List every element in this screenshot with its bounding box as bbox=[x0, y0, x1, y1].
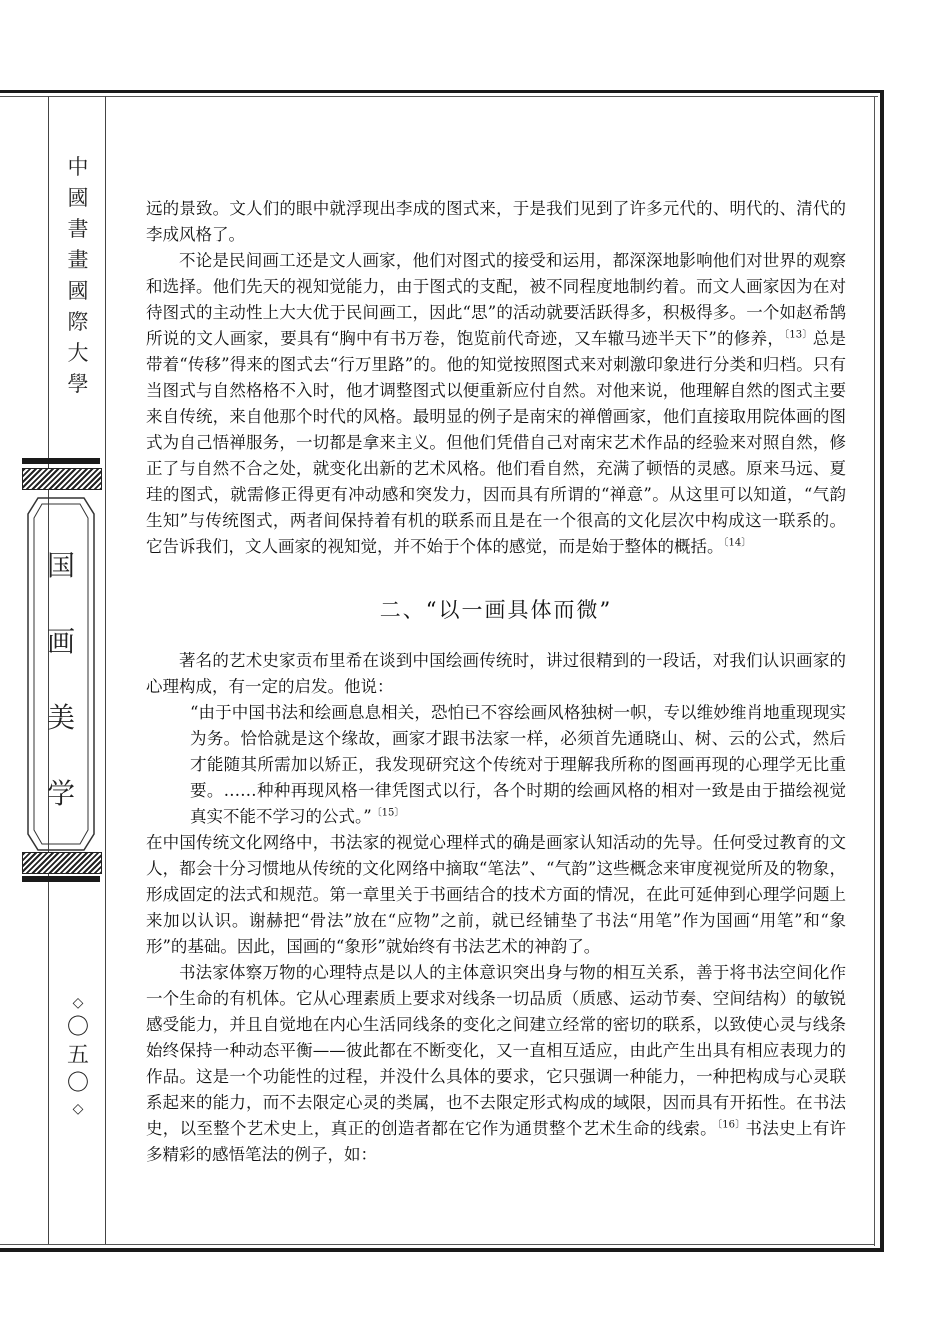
page-number bbox=[62, 992, 94, 1120]
plaque-bar-bottom-hatch bbox=[22, 852, 102, 874]
frame-right-inner bbox=[874, 96, 875, 1246]
spine-char: 中 bbox=[67, 155, 89, 179]
paragraph bbox=[146, 960, 846, 1168]
paragraph: 著名的艺术史家贡布里希在谈到中国绘画传统时，讲过很精到的一段话，对我们认识画家的心理构成，有一定的启发。他说： bbox=[146, 651, 846, 696]
paragraph-text: 书法史上有许多精彩的感悟笔法的例子，如： bbox=[146, 1119, 847, 1164]
paragraph-text: 总是带着“传移”得来的图式去“行万里路”的。他的知觉按照图式来对刺激印象进行分类和归档。只有当图式与自然格格不入时，他才调整图式以便重新应付自然。对他来说，他理解自然的图式主要来自传统，来自他那个时代的风格。最明显的例子是南宋的禅僧画家，他们直接取用院体画的图式为自己悟禅服务，一切都是拿来主义。但他们凭借自己对南宋艺术作品的经验来对照自然，修正了与自然不合之处，就变化出新的艺术风格。他们看自然，充满了顿悟的灵感。原来马远、夏珪的图式，就需修正得更有冲动感和突发力，因而具有所谓的“禅意”。从这里可以知道，“气韵生知”与传统图式，两者间保持着有机的联系而且是在一个很高的文化层次中构成这一联系的。它告诉我们，文人画家的视知觉，并不始于个体的感觉，而是始于整体的概括。 bbox=[146, 329, 846, 556]
plaque-bar-top-hatch bbox=[22, 468, 102, 490]
diamond-icon: ◇ bbox=[72, 1101, 84, 1117]
frame-bottom-inner bbox=[0, 1244, 875, 1245]
block-quote bbox=[146, 700, 846, 830]
text-block-lower bbox=[146, 648, 846, 1168]
spine-char: 國 bbox=[67, 279, 89, 303]
frame-top-inner bbox=[0, 96, 878, 97]
footnote-ref: 〔16〕 bbox=[716, 1119, 746, 1131]
page-number-digit: 〇 bbox=[66, 1015, 89, 1040]
plaque-bar-bottom-solid bbox=[22, 876, 100, 882]
footnote-ref: 〔15〕 bbox=[371, 807, 405, 819]
page-number-digit: 五 bbox=[66, 1043, 89, 1068]
section-heading: 二、“以一画具体而微” bbox=[379, 598, 613, 622]
book-title-char: 国 bbox=[46, 549, 75, 582]
spine-line-right bbox=[105, 96, 106, 1244]
spine-char: 畫 bbox=[67, 248, 89, 272]
paragraph bbox=[146, 248, 846, 560]
spine-series-title bbox=[62, 152, 94, 400]
quote-text: “由于中国书法和绘画息息相关，恐怕已不容绘画风格独树一帜，专以维妙维肖地重现现实为务。恰恰就是这个缘故，画家才跟书法家一样，必须首先通晓山、树、云的公式，然后才能随其所需加以矫正，我发现研究这个传统对于理解我所称的图画再现的心理学无比重要。……种种再现风格一律凭图式以行，各个时期的绘画风格的相对一致是由于描绘视觉真实不能不学习的公式。” bbox=[190, 703, 846, 826]
text-block-upper bbox=[146, 196, 846, 560]
frame-bottom-border bbox=[0, 1248, 884, 1252]
spine-char: 大 bbox=[67, 341, 89, 365]
frame-right-border bbox=[880, 90, 884, 1252]
paragraph-text: 书法家体察万物的心理特点是以人的主体意识突出身与物的相互关系，善于将书法空间化作一个生命的有机体。它从心理素质上要求对线条一切品质（质感、运动节奏、空间结构）的敏锐感受能力，并且自觉地在内心生活同线条的变化之间建立经常的密切的联系，以致使心灵与线条始终保持一种动态平衡——彼此都在不断变化，又一直相互适应，由此产生出具有相应表现力的作品。这是一个功能性的过程，并没什么具体的要求，它只强调一种能力，一种把构成与心灵联系起来的能力，而不去限定心灵的类属，也不去限定形式构成的域限，因而具有开拓性。在书法史，以至整个艺术史上，真正的创造者都在它作为通贯整个艺术生命的线索。 bbox=[146, 963, 846, 1138]
spine-char: 學 bbox=[67, 372, 89, 396]
paragraph: 远的景致。文人们的眼中就浮现出李成的图式来，于是我们见到了许多元代的、明代的、清代的李成风格了。 bbox=[146, 199, 846, 244]
footnote-ref: 〔14〕 bbox=[723, 537, 752, 549]
plaque-bar-top-solid bbox=[22, 458, 100, 464]
footnote-ref: 〔13〕 bbox=[784, 329, 813, 341]
book-title-char: 学 bbox=[46, 777, 75, 810]
page-number-digit: 〇 bbox=[66, 1071, 89, 1096]
paragraph: 在中国传统文化网络中，书法家的视觉心理样式的确是画家认知活动的先导。任何受过教育的文人，都会十分习惯地从传统的文化网络中摘取“笔法”、“气韵”这些概念来审度视觉所及的物象，形成固定的法式和规范。第一章里关于书画结合的技术方面的情况，在此可延伸到心理学问题上来加以认识。谢赫把“骨法”放在“应物”之前，就已经铺垫了书法“用笔”作为国画“用笔”和“象形”的基础。因此，国画的“象形”就始终有书法艺术的神韵了。 bbox=[146, 833, 846, 956]
spine-char: 際 bbox=[67, 310, 89, 334]
book-title-char: 美 bbox=[46, 701, 75, 734]
book-title-char: 画 bbox=[46, 625, 75, 658]
spine-char: 書 bbox=[67, 217, 89, 241]
paragraph-text: 不论是民间画工还是文人画家，他们对图式的接受和运用，都深深地影响他们对世界的观察和选择。他们先天的视知觉能力，由于图式的支配，被不同程度地制约着。而文人画家因为在对待图式的主动性上大大优于民间画工，因此“思”的活动就要活跃得多，积极得多。一个如赵希鹄所说的文人画家，要具有“胸中有书万卷，饱览前代奇迹，又车辙马迹半天下”的修养， bbox=[146, 251, 846, 348]
spine-char: 國 bbox=[67, 186, 89, 210]
diamond-icon: ◇ bbox=[72, 995, 84, 1011]
book-title bbox=[28, 528, 94, 832]
frame-top-border bbox=[0, 90, 884, 93]
